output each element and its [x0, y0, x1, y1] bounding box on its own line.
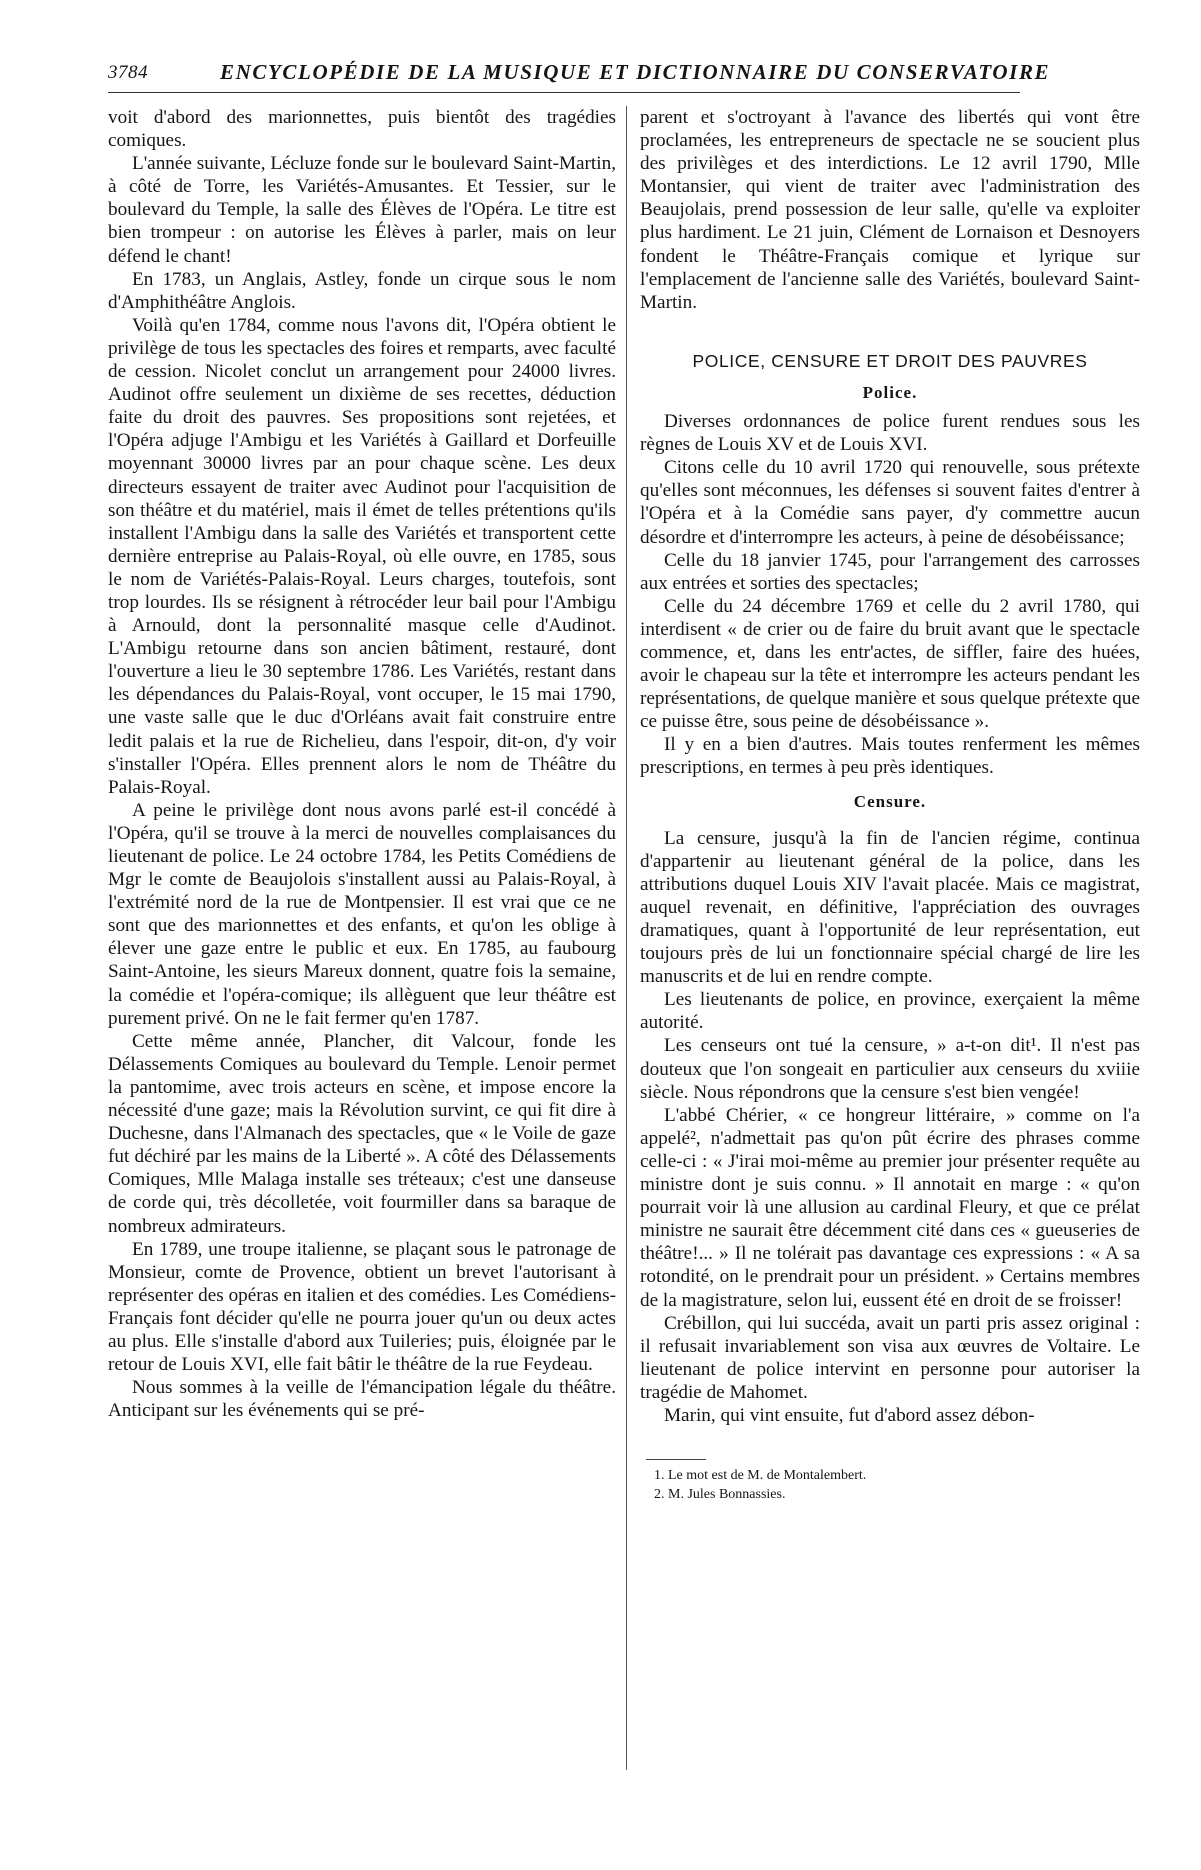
paragraph: Cette même année, Plancher, dit Valcour, fonde les Délassements Comiques au boulevard du Temple. Lenoir permet la pantomime, avec trois acteurs en scène, et impose encore la nécessité d'une gaze; mais la Révolution survint, ce qui fit dire à Duchesne, dans l'Almanach des spectacles, que « le Voile de gaze fut déchiré par les mains de la Liberté ». A côté des Délassements Comiques, Mlle Malaga installe ses tréteaux; c'est une danseuse de corde qui, très décolletée, voit fourmiller dans sa baraque de nombreux admirateurs.: [108, 1030, 616, 1237]
paragraph: Il y en a bien d'autres. Mais toutes renferment les mêmes prescriptions, en termes à peu près identiques.: [640, 734, 1140, 779]
paragraph: Diverses ordonnances de police furent rendues sous les règnes de Louis XV et de Louis XVI.: [640, 411, 1140, 456]
paragraph: Citons celle du 10 avril 1720 qui renouvelle, sous prétexte qu'elles sont méconnues, les défenses si souvent faites d'entrer à l'Opéra et à la Comédie sans payer, d'y commettre aucun désordre et d'interrompre les acteurs, à peine de désobéissance;: [640, 457, 1140, 548]
paragraph: A peine le privilège dont nous avons parlé est-il concédé à l'Opéra, qu'il se trouve à la merci de nouvelles complaisances du lieutenant de police. Le 24 octobre 1784, les Petits Comédiens de Mgr le comte de Beaujolois s'installent aussi au Palais-Royal, à l'extrémité nord de la rue de Montpensier. Il est vrai que ce ne sont que des marionnettes et des enfants, et qu'on les oblige à élever une gaze entre le public et eux. En 1785, au faubourg Saint-Antoine, les sieurs Mareux donnent, quatre fois la semaine, la comédie et l'opéra-comique; ils allèguent que leur théâtre est purement privé. On ne le fait fermer qu'en 1787.: [108, 799, 616, 1029]
paragraph: Voilà qu'en 1784, comme nous l'avons dit, l'Opéra obtient le privilège de tous les spectacles des foires et remparts, avec faculté de cession. Nicolet conclut un arrangement pour 24000 livres. Audinot offre seulement un dixième de ses recettes, déduction faite du droit des pauvres. Ses propositions sont rejetées, et l'Opéra adjuge l'Ambigu et les Variétés à Gaillard et Dorfeuille moyennant 30000 livres par an pour chaque scène. Les deux directeurs essayent de traiter avec Audinot pour l'acquisition de son théâtre et du matériel, mais il émet de telles prétentions qu'ils installent l'Ambigu dans la salle des Variétés et transportent cette dernière entreprise au Palais-Royal, où elle ouvre, en 1785, sous le nom de Variétés-Palais-Royal. Leurs charges, toutefois, sont trop lourdes. Ils se résignent à rétrocéder leur bail pour l'Ambigu à Arnould, dont la personnalité masque celle d'Audinot. L'Ambigu retourne dans son ancien bâtiment, restauré, dont l'ouverture a lieu le 30 septembre 1786. Les Variétés, restant dans les dépendances du Palais-Royal, vont occuper, le 15 mai 1790, une vaste salle que le duc d'Orléans avait fait construire entre ledit palais et la rue de Richelieu, dans l'espoir, dit-on, d'y voir s'installer l'Opéra. Elles prennent alors le nom de Théâtre du Palais-Royal.: [108, 314, 616, 798]
paragraph: Celle du 24 décembre 1769 et celle du 2 avril 1780, qui interdisent « de crier ou de faire du bruit avant que le spectacle commence, et, dans les entr'actes, de siffler, faire des huées, avoir le chapeau sur la tête et interrompre les acteurs pendant les représentations, de quelque manière et sous quelque prétexte que ce puisse être, sous peine de désobéissance ».: [640, 595, 1140, 733]
column-divider: [626, 106, 627, 1770]
paragraph: voit d'abord des marionnettes, puis bientôt des tragédies comiques.: [108, 107, 616, 152]
paragraph: En 1783, un Anglais, Astley, fonde un cirque sous le nom d'Amphithéâtre Anglois.: [108, 268, 616, 313]
paragraph: Nous sommes à la veille de l'émancipation légale du théâtre. Anticipant sur les événements qui se pré-: [108, 1377, 616, 1422]
paragraph: Crébillon, qui lui succéda, avait un parti pris assez original : il refusait invariablement son visa aux œuvres de Voltaire. Le lieutenant de police intervint en personne pour autoriser la tragédie de Mahomet.: [640, 1312, 1140, 1403]
left-column: [108, 106, 616, 1422]
subheading-censure: Censure.: [853, 791, 927, 811]
paragraph: En 1789, une troupe italienne, se plaçant sous le patronage de Monsieur, comte de Provence, obtient un brevet l'autorisant à représenter des opéras en italien et des comédies. Les Comédiens-Français font décider qu'elle ne pourra jouer qu'un ou deux actes au plus. Elle s'installe d'abord aux Tuileries; puis, éloignée par le retour de Louis XVI, elle fait bâtir le théâtre de la rue Feydeau.: [108, 1238, 616, 1376]
paragraph: Marin, qui vint ensuite, fut d'abord assez débon-: [664, 1404, 1035, 1426]
running-header: [108, 60, 1051, 93]
running-title: ENCYCLOPÉDIE DE LA MUSIQUE ET DICTIONNAIRE DU CONSERVATOIRE: [220, 60, 1051, 84]
paragraph: parent et s'octroyant à l'avance des libertés qui vont être proclamées, les entrepreneurs de spectacle ne se soucient plus des privilèges et des interdictions. Le 12 avril 1790, Mlle Montansier, qui vient de traiter avec l'administration des Beaujolais, prend possession de leur salle, qu'elle va exploiter plus hardiment. Le 21 juin, Clément de Lornaison et Desnoyers fondent le Théâtre-Français comique et lyrique sur l'emplacement de l'ancienne salle des Variétés, boulevard Saint-Martin.: [640, 107, 1140, 313]
subheading-police: Police.: [862, 382, 918, 402]
footnote: 1. Le mot est de M. de Montalembert.: [654, 1468, 867, 1484]
footnote: 2. M. Jules Bonnassies.: [654, 1487, 786, 1503]
paragraph: Celle du 18 janvier 1745, pour l'arrangement des carrosses aux entrées et sorties des spectacles;: [640, 549, 1140, 594]
paragraph: Les censeurs ont tué la censure, » a-t-on dit¹. Il n'est pas douteux que l'on songeait en particulier aux censeurs du xviiie siècle. Nous répondrons que la censure s'est bien vengée!: [640, 1035, 1140, 1103]
paragraph: La censure, jusqu'à la fin de l'ancien régime, continua d'appartenir au lieutenant général de la police, dans les attributions duquel Louis XIV l'avait placée. Mais ce magistrat, auquel revenait, en définitive, l'appréciation des ouvrages dramatiques, quant à l'opportunité de leur représentation, eut toujours près de lui un fonctionnaire spécial chargé de lire les manuscrits et de lui en rendre compte.: [640, 827, 1140, 988]
paragraph: L'abbé Chérier, « ce hongreur littéraire, » comme on l'a appelé², n'admettait pas qu'on pût écrire des phrases comme celle-ci : « J'irai moi-même au premier jour présenter requête au ministre dont je suis connu. » Il annotait en marge : « qu'on pourrait voir là une allusion au cardinal Fleury, et que ce prélat ministre ne saurait être décemment cité dans ces « gueuseries de théâtre!... » Il ne tolérait pas davantage ces expressions : « A sa rotondité, on le prendrait pour un président. » Certains membres de la magistrature, selon lui, eussent été en droit de se froisser!: [640, 1104, 1140, 1311]
section-title: POLICE, CENSURE ET DROIT DES PAUVRES: [692, 350, 1088, 371]
paragraph: L'année suivante, Lécluze fonde sur le boulevard Saint-Martin, à côté de Torre, les Variétés-Amusantes. Et Tessier, sur le boulevard du Temple, la salle des Élèves de l'Opéra. Le titre est bien trompeur : on autorise les Élèves à parler, mais on leur défend le chant!: [108, 153, 616, 267]
page-number: 3784: [108, 62, 148, 83]
footnotes: [640, 1451, 1140, 1504]
right-column: [640, 106, 1140, 1504]
paragraph: Les lieutenants de police, en province, exerçaient la même autorité.: [640, 989, 1140, 1034]
